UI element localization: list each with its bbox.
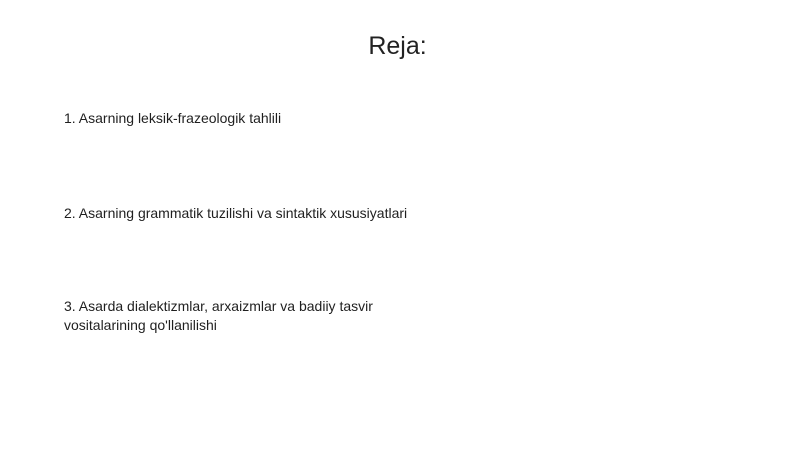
plan-item-1: 1. Asarning leksik-frazeologik tahlili xyxy=(64,110,282,126)
slide-title: Reja: xyxy=(368,32,427,60)
plan-item-2: 2. Asarning grammatik tuzilishi va sintaktik xususiyatlari xyxy=(64,205,408,221)
plan-item-3: 3. Asarda dialektizmlar, arxaizmlar va badiiy tasvir vositalarining qo'llanilishi xyxy=(64,298,373,333)
